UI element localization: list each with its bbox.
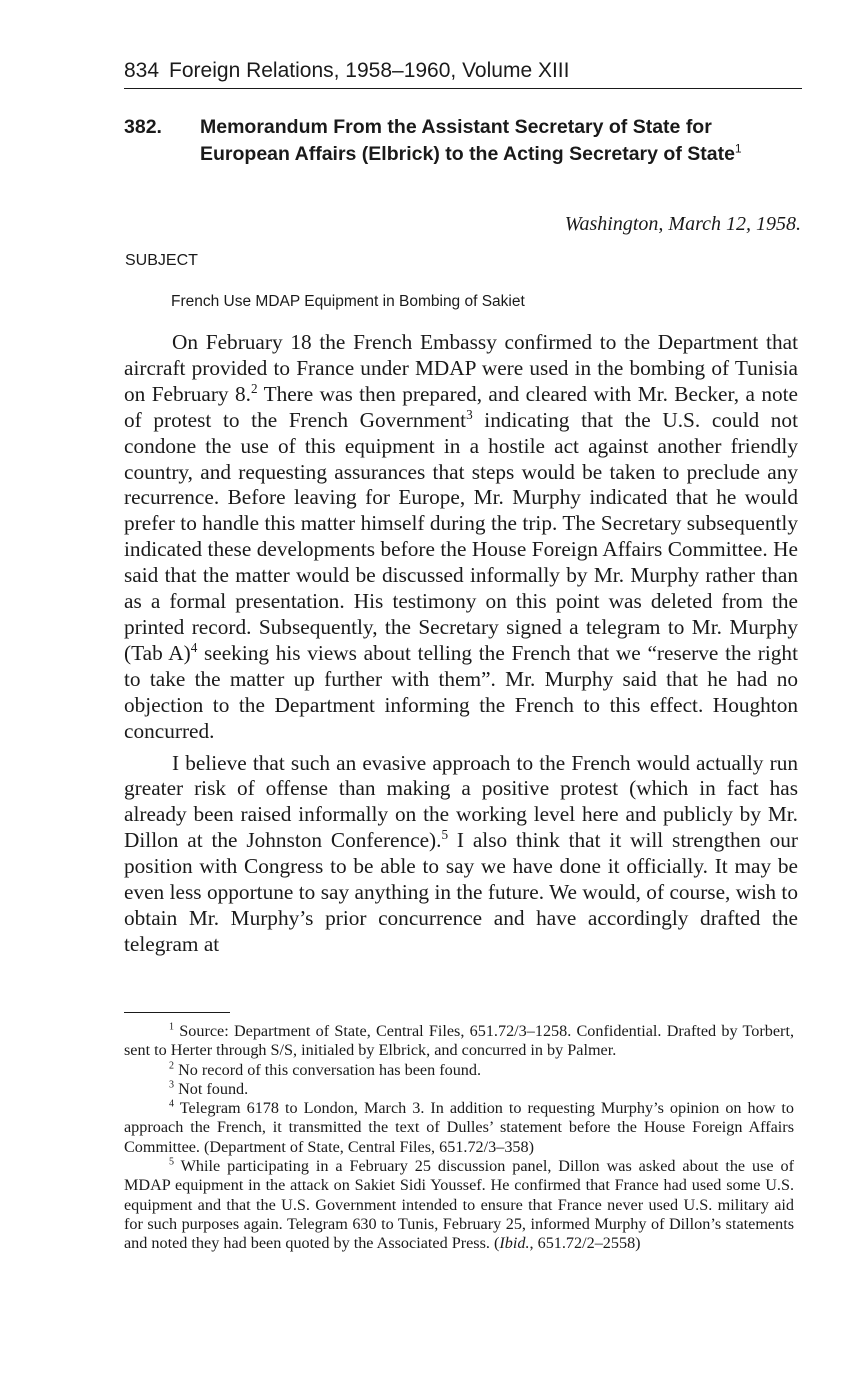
document-title-text: Memorandum From the Assistant Secretary of State for European Affairs (Elbrick) to the Acting Secretary of State (200, 116, 735, 165)
footnote-3 (124, 1080, 794, 1099)
footnote-2-mark: 2 (169, 1060, 175, 1072)
p1-text-2: There was then prepared, and cleared with Mr. Becker, a note of protest to the French Government (124, 381, 798, 432)
footnote-2-text: No record of this conversation has been found. (174, 1060, 482, 1079)
p1-text-4: seeking his views about telling the French that we “reserve the right to take the matter up further with them”. Mr. Murphy said that he had no objection to the Department informing the French to this effect. Houghton concurred. (124, 640, 798, 743)
footnote-1-mark: 1 (169, 1021, 175, 1033)
footnote-1-text: Source: Department of State, Central Files, 651.72/3–1258. Confidential. Drafted by Torbert, sent to Herter through S/S, initialed by Elbrick, and concurred in by Palmer. (124, 1022, 794, 1060)
subject-label: SUBJECT (125, 252, 198, 269)
document-title (200, 114, 804, 168)
p1-text-3: indicating that the U.S. could not condone the use of this equipment in a hostile act against another friendly country, and requesting assurances that steps would be taken to preclude any recurrence. Before leaving for Europe, Mr. Murphy indicated that he would prefer to handle this matter himself during the trip. The Secretary subsequently indicated these developments before the House Foreign Affairs Committee. He said that the matter would be discussed informally by Mr. Murphy rather than as a formal presentation. His testimony on this point was deleted from the printed record. Subsequently, the Secretary signed a telegram to Mr. Murphy (Tab A) (124, 407, 798, 665)
footnote-ref-5: 5 (441, 827, 449, 843)
footnote-5-text: While participating in a February 25 discussion panel, Dillon was asked about the use of MDAP equipment in the attack on Sakiet Sidi Youssef. He confirmed that France had used some U.S. equipment and that the U.S. Government intended to ensure that France never used U.S. military aid for such purposes again. Telegram 630 to Tunis, February 25, informed Murphy of Dillon’s statements and noted they had been quoted by the Associated Press. ( (124, 1157, 794, 1253)
footnotes (124, 1022, 794, 1254)
p2-text-2: I also think that it will strengthen our position with Congress to be able to say we have done it officially. It may be even less opportune to say anything in the future. We would, of course, wish to obtain Mr. Murphy’s prior concurrence and have accordingly drafted the telegram at (124, 828, 798, 956)
footnote-1 (124, 1022, 794, 1061)
page-number: 834 (124, 59, 160, 82)
p2-text-1: I believe that such an evasive approach to the French would actually run greater risk of offense than making a positive protest (which in fact has already been raised informally on the working level here and publicly by Mr. Dillon at the Johnston Conference). (124, 750, 798, 853)
body-paragraph-2 (124, 751, 798, 958)
footnote-4-text: Telegram 6178 to London, March 3. In addition to requesting Murphy’s opinion on how to approach the French, it transmitted the text of Dulles’ statement before the House Foreign Affairs Committee. (Department of State, Central Files, 651.72/3–358) (124, 1099, 794, 1156)
footnote-3-text: Not found. (174, 1079, 249, 1098)
body-paragraph-1 (124, 330, 798, 745)
footnote-5-ibid: Ibid. (499, 1234, 530, 1253)
volume-title: Foreign Relations, 1958–1960, Volume XIII (169, 59, 570, 82)
footnote-ref-4: 4 (190, 639, 198, 655)
footnote-5-mark: 5 (169, 1156, 175, 1168)
footnote-5 (124, 1157, 794, 1253)
document-heading (124, 114, 804, 168)
document-number: 382. (124, 116, 162, 138)
footnote-ref-2: 2 (250, 380, 258, 396)
running-head (124, 56, 802, 89)
dateline: Washington, March 12, 1958. (564, 213, 801, 235)
subject-text: French Use MDAP Equipment in Bombing of Sakiet (171, 293, 525, 310)
footnote-ref-1: 1 (734, 141, 742, 156)
footnote-4-mark: 4 (169, 1098, 175, 1110)
p1-text-1: On February 18 the French Embassy confirmed to the Department that aircraft provided to France under MDAP were used in the bombing of Tunisia on February 8. (124, 330, 798, 406)
footnote-5-tail: , 651.72/2–2558) (529, 1234, 641, 1253)
memo-body (124, 330, 798, 958)
footnote-4 (124, 1099, 794, 1157)
footnote-ref-3: 3 (466, 406, 473, 422)
footnote-divider (124, 1012, 230, 1013)
footnote-3-mark: 3 (169, 1079, 175, 1091)
footnote-2 (124, 1061, 794, 1080)
